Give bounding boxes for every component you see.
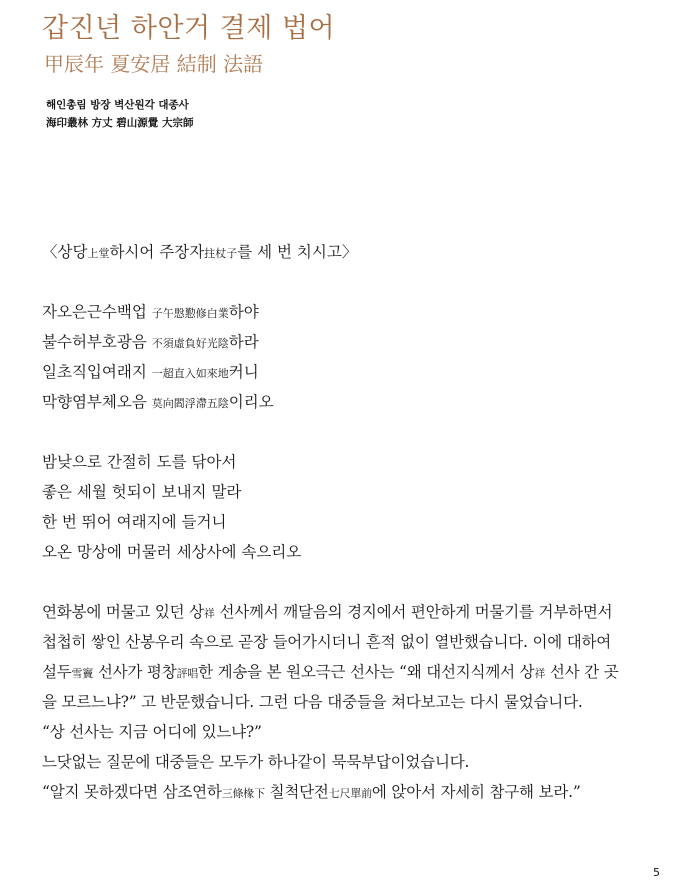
author-line-hanja: 海印叢林 方丈 碧山源覺 大宗師 [46,117,194,129]
verse1-line: 일초직입여래지 一超直入如來地커니 [42,363,259,381]
author-line-korean: 해인총림 방장 벽산원각 대종사 [46,99,189,111]
page-number: 5 [653,866,660,879]
verse2-line: 오온 망상에 머물러 세상사에 속으리오 [42,543,302,561]
verse2-line: 한 번 뛰어 여래지에 들거니 [42,513,227,531]
prose-line: 을 모르느냐?” 고 반문했습니다. 그런 다음 대중들을 쳐다보고는 다시 물었습니다. [42,693,583,711]
verse2-line: 좋은 세월 헛되이 보내지 말라 [42,483,242,501]
prose-line: “알지 못하겠다면 삼조연하三條椽下 칠척단전七尺單前에 앉아서 자세히 참구해 보라.” [42,783,581,801]
verse1-line: 막향염부체오음 莫向閻浮滯五陰이리오 [42,393,274,411]
prose-line: “상 선사는 지금 어디에 있느냐?” [42,723,262,741]
verse2-line: 밤낮으로 간절히 도를 닦아서 [42,453,237,471]
prose-line: 설두雪竇 선사가 평창評唱한 게송을 본 원오극근 선사는 “왜 대선지식께서 상祥 선사 간 곳 [42,663,619,681]
verse1-line: 자오은근수백업 子午慇懃修白業하야 [42,303,259,321]
page-title: 갑진년 하안거 결제 법어 [42,13,336,44]
intro-line: 〈상당上堂하시어 주장자拄杖子를 세 번 치시고〉 [42,243,358,261]
verse1-line: 불수허부호광음 不須虛負好光陰하라 [42,333,259,351]
prose-line: 느닷없는 질문에 대중들은 모두가 하나같이 묵묵부답이었습니다. [42,753,470,771]
prose-line: 연화봉에 머물고 있던 상祥 선사께서 깨달음의 경지에서 편안하게 머물기를 거부하면서 [42,603,613,621]
page-subtitle: 甲辰年 夏安居 結制 法語 [44,52,264,76]
prose-line: 첩첩히 쌓인 산봉우리 속으로 곧장 들어가시더니 흔적 없이 열반했습니다. 이에 대하여 [42,633,612,651]
